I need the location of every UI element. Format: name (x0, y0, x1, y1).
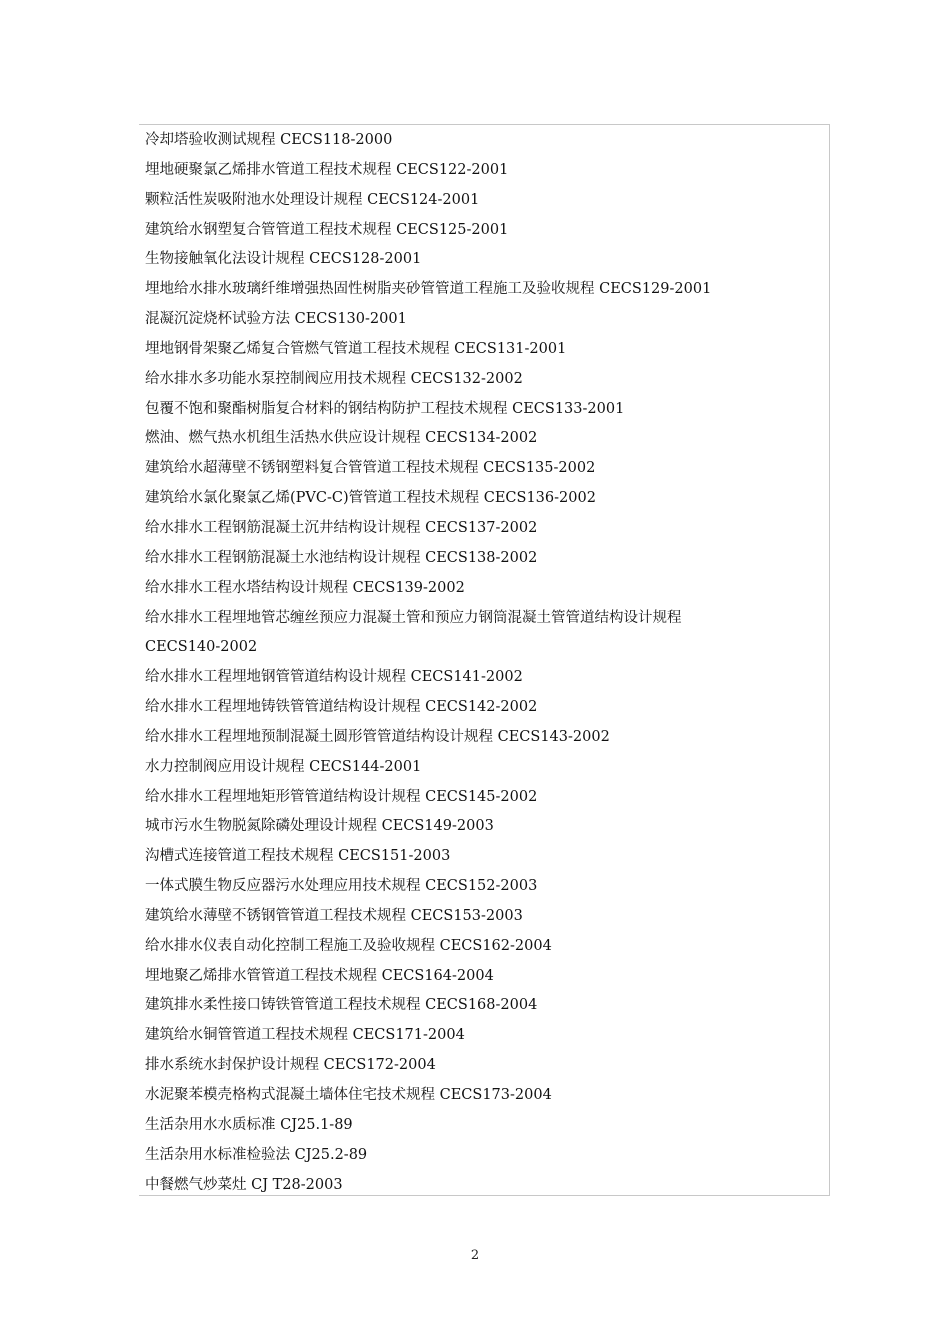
list-item: 冷却塔验收测试规程 CECS118-2000 (145, 132, 393, 148)
list-item: 给水排水仪表自动化控制工程施工及验收规程 CECS162-2004 (145, 937, 552, 954)
list-item: 建筑给水超薄壁不锈钢塑料复合管管道工程技术规程 CECS135-2002 (145, 460, 596, 477)
list-item: 中餐燃气炒菜灶 CJ T28-2003 (145, 1176, 343, 1193)
list-item: 给水排水工程钢筋混凝土沉井结构设计规程 CECS137-2002 (145, 519, 538, 536)
list-item: 一体式膜生物反应器污水处理应用技术规程 CECS152-2003 (145, 878, 538, 895)
list-item: 生活杂用水标准检验法 CJ25.2-89 (145, 1146, 368, 1163)
list-item: 埋地给水排水玻璃纤维增强热固性树脂夹砂管管道工程施工及验收规程 CECS129-2001 (145, 281, 712, 298)
list-item: 给水排水工程埋地铸铁管管道结构设计规程 CECS142-2002 (145, 699, 538, 716)
list-item: 排水系统水封保护设计规程 CECS172-2004 (145, 1057, 436, 1074)
list-item: 城市污水生物脱氮除磷处理设计规程 CECS149-2003 (145, 818, 494, 835)
list-item: 给水排水工程埋地矩形管管道结构设计规程 CECS145-2002 (145, 788, 538, 805)
list-item: 水泥聚苯模壳格构式混凝土墙体住宅技术规程 CECS173-2004 (145, 1087, 552, 1103)
list-item: 给水排水多功能水泵控制阀应用技术规程 CECS132-2002 (145, 370, 523, 387)
list-item: 沟槽式连接管道工程技术规程 CECS151-2003 (145, 848, 451, 865)
list-item: 包覆不饱和聚酯树脂复合材料的钢结构防护工程技术规程 CECS133-2001 (145, 400, 625, 417)
list-item: 生物接触氧化法设计规程 CECS128-2001 (145, 251, 422, 268)
list-item: 给水排水工程水塔结构设计规程 CECS139-2002 (145, 579, 465, 596)
list-item: 颗粒活性炭吸附池水处理设计规程 CECS124-2001 (145, 191, 480, 208)
list-item: 埋地硬聚氯乙烯排水管道工程技术规程 CECS122-2001 (145, 161, 509, 178)
list-item: 给水排水工程埋地管芯缠丝预应力混凝土管和预应力钢筒混凝土管管道结构设计规程 (145, 609, 682, 626)
list-item: 埋地聚乙烯排水管管道工程技术规程 CECS164-2004 (145, 967, 494, 984)
list-item: 埋地钢骨架聚乙烯复合管燃气管道工程技术规程 CECS131-2001 (145, 340, 567, 357)
list-item: 建筑给水钢塑复合管管道工程技术规程 CECS125-2001 (145, 221, 509, 238)
list-item: 建筑给水薄壁不锈钢管管道工程技术规程 CECS153-2003 (145, 907, 523, 924)
list-item: 生活杂用水水质标准 CJ25.1-89 (145, 1116, 353, 1133)
standards-list (145, 126, 825, 1200)
list-item: 水力控制阀应用设计规程 CECS144-2001 (145, 758, 422, 775)
list-item: 建筑给水氯化聚氯乙烯(PVC-C)管管道工程技术规程 CECS136-2002 (145, 490, 596, 507)
list-item: 燃油、燃气热水机组生活热水供应设计规程 CECS134-2002 (145, 430, 538, 447)
list-item-continuation: CECS140-2002 (145, 639, 258, 656)
page-number: 2 (470, 1248, 480, 1263)
list-item: 给水排水工程埋地预制混凝土圆形管管道结构设计规程 CECS143-2002 (145, 728, 610, 745)
list-item: 建筑给水铜管管道工程技术规程 CECS171-2004 (145, 1027, 465, 1044)
list-item: 给水排水工程钢筋混凝土水池结构设计规程 CECS138-2002 (145, 549, 538, 566)
list-item: 给水排水工程埋地钢管管道结构设计规程 CECS141-2002 (145, 669, 523, 686)
list-item: 混凝沉淀烧杯试验方法 CECS130-2001 (145, 311, 407, 328)
list-item: 建筑排水柔性接口铸铁管管道工程技术规程 CECS168-2004 (145, 997, 538, 1014)
